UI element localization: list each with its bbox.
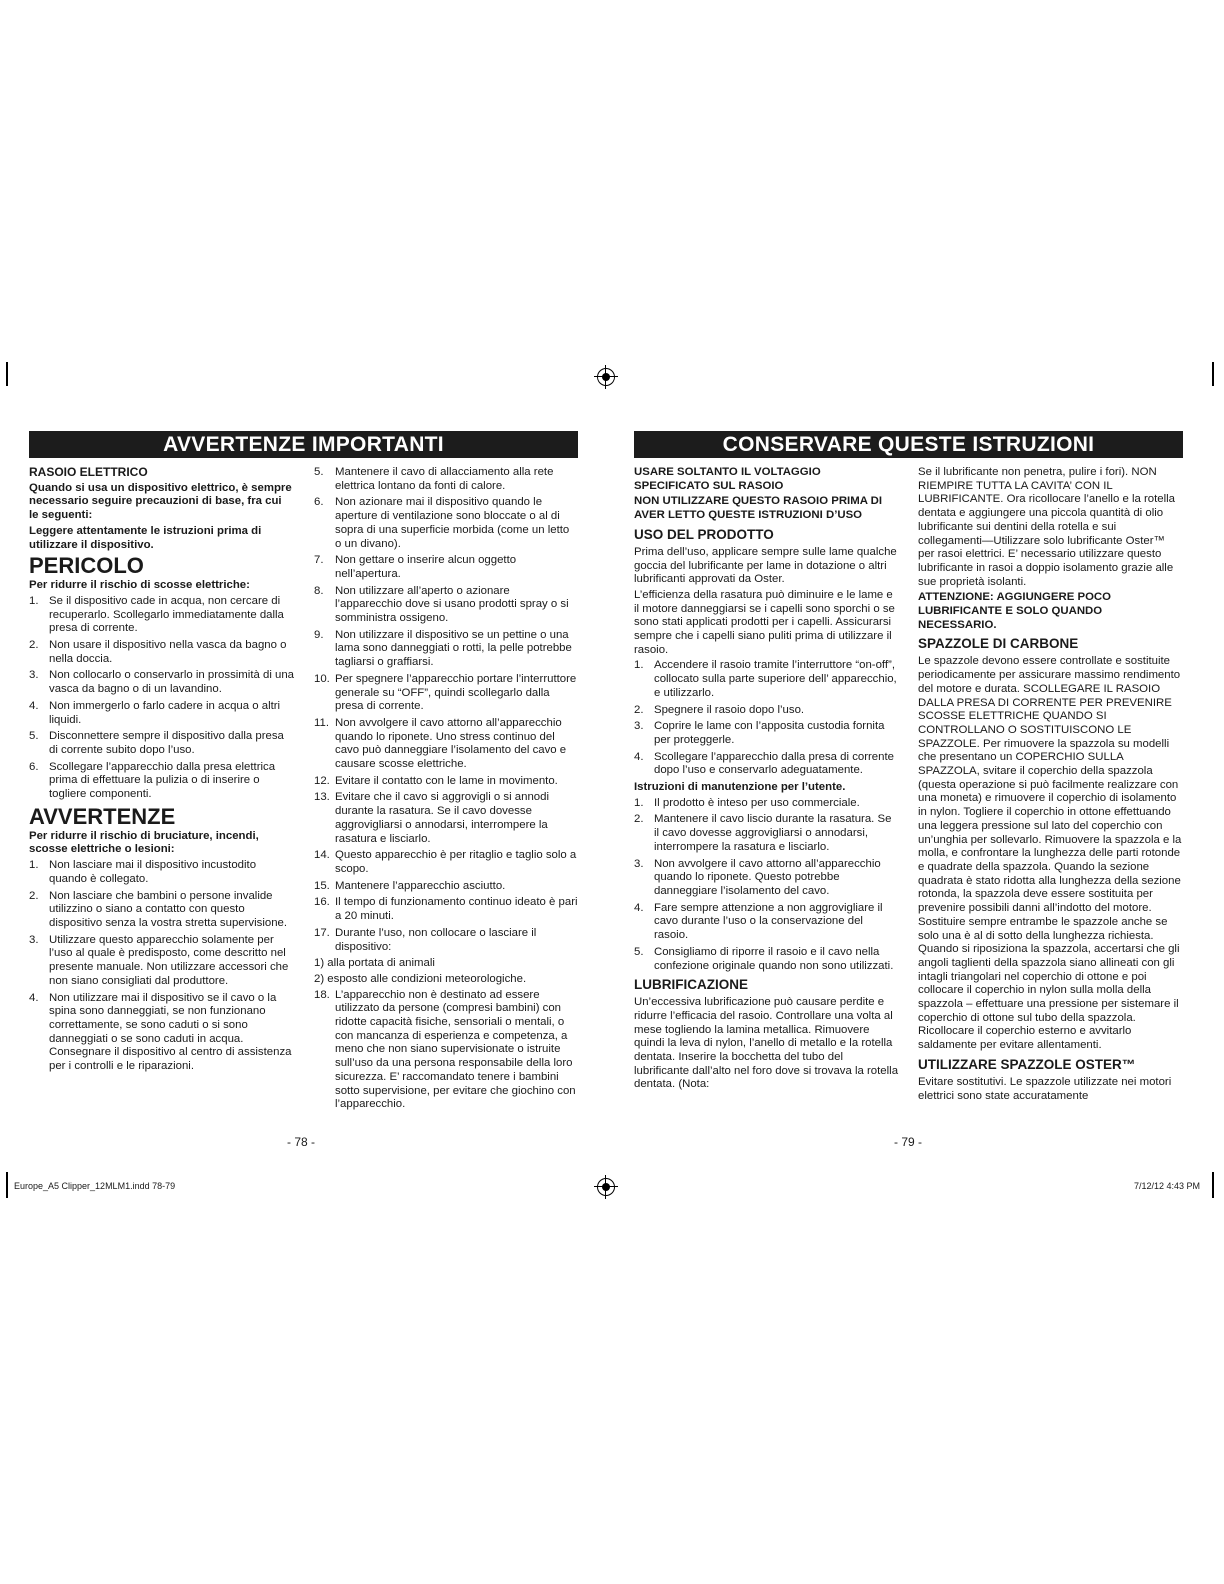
avvertenze-list (29, 859, 294, 1074)
list-item: 1. Se il dispositivo cade in acqua, non cercare di recuperarlo. Scollegarlo immediatamente dalla presa di corrente. (29, 594, 284, 635)
list-item: 7. Non gettare o inserire alcun oggetto nell’apertura. (314, 554, 517, 580)
list-item: 16. Il tempo di funzionamento continuo ideato è pari a 20 minuti. (314, 896, 578, 923)
lubrificazione-heading: LUBRIFICAZIONE (634, 977, 748, 993)
crop-mark-left-bottom (6, 1172, 8, 1198)
list-item: 11. Non avvolgere il cavo attorno all’apparecchio quando lo riponete. Uno stress continuo del cavo può danneggiare l’isolamento del cavo e causare scosse elettriche. (314, 716, 567, 771)
list-item: 6. Scollegare l’apparecchio dalla presa elettrica prima di effettuare la pulizia o di inserire o togliere componenti. (29, 760, 276, 801)
read-first-note: NON UTILIZZARE QUESTO RASOIO PRIMA DI AVER LETTO QUESTE ISTRUZIONI D’USO (634, 495, 883, 522)
avvertenze-list-continued (314, 466, 578, 954)
manutenzione-list (634, 797, 899, 973)
crop-mark-right (1212, 362, 1214, 386)
list-item: 13. Evitare che il cavo si aggrovigli o si annodi durante la rasatura. Se il cavo dovesse aggrovigliarsi o annodarsi, interrompere la rasatura e lisciarlo. (314, 791, 550, 845)
oster-heading: UTILIZZARE SPAZZOLE OSTER™ (918, 1056, 1136, 1072)
avvertenze-subheading: Per ridurre il rischio di bruciature, incendi, scosse elettriche o lesioni: (29, 829, 259, 856)
list-item: 17. Durante l’uso, non collocare o lasciare il dispositivo: (314, 926, 537, 953)
list-item: 9. Non utilizzare il dispositivo se un pettine o una lama sono danneggiati o rotti, la pelle potrebbe tagliarsi o graffiarsi. (314, 628, 572, 669)
page-number-right: - 79 - (894, 1135, 923, 1149)
left-banner: AVVERTENZE IMPORTANTI (29, 431, 578, 458)
attenzione-note: ATTENZIONE: AGGIUNGERE POCO LUBRIFICANTE E SOLO QUANDO NECESSARIO. (918, 591, 1112, 631)
uso-paragraph-1: Prima dell’uso, applicare sempre sulle lame qualche goccia del lubrificante per lame in dotazione o altri lubrificanti approvati da Oster. (634, 545, 897, 586)
avvertenze-heading: AVVERTENZE (29, 803, 176, 829)
crop-mark-left (6, 362, 8, 386)
item17-sub-2: 2) esposto alle condizioni meteorologiche. (314, 972, 527, 985)
right-column-1 (634, 466, 899, 1094)
manutenzione-heading: Istruzioni di manutenzione per l’utente. (634, 781, 846, 794)
pericolo-heading: PERICOLO (29, 553, 144, 579)
uso-heading: USO DEL PRODOTTO (634, 526, 774, 542)
item-18 (314, 989, 578, 1112)
list-item: 3. Non avvolgere il cavo attorno all’apparecchio quando lo riponete. Questo potrebbe danneggiare l’isolamento del cavo. (634, 857, 881, 897)
list-item: 18. L’apparecchio non è destinato ad essere utilizzato da persone (compresi bambini) con ridotte capacità fisiche, sensoriali o mentali, o con mancanza di esperienza e competenza, a meno che non siano supervisionate o istruite sull’uso da una persona responsabile della loro sicurezza. E’ raccomandato tenere i bambini sotto supervisione, per evitare che giochino con l’apparecchio. (314, 988, 576, 1111)
uso-list (634, 659, 899, 778)
list-item: 4. Non utilizzare mai il dispositivo se il cavo o la spina sono danneggiati, se non funzionano correttamente, se sono caduti o si sono danneggiati o se sono caduti in acqua. Consegnare il dispositivo al centro di assistenza per i controlli e le riparazioni. (29, 991, 292, 1073)
list-item: 12. Evitare il contatto con le lame in movimento. (314, 774, 558, 787)
oster-paragraph: Evitare sostitutivi. Le spazzole utilizzate nei motori elettrici sono state accuratamente (918, 1075, 1172, 1102)
list-item: 4. Scollegare l’apparecchio dalla presa di corrente dopo l’uso e conservarlo adeguatamente. (634, 750, 894, 777)
spazzole-heading: SPAZZOLE DI CARBONE (918, 636, 1079, 652)
footer-filename: Europe_A5 Clipper_12MLM1.indd 78-79 (14, 1181, 176, 1191)
list-item: 3. Non collocarlo o conservarlo in prossimità di una vasca da bagno o di un lavandino. (29, 669, 295, 696)
list-item: 2. Non usare il dispositivo nella vasca da bagno o nella doccia. (29, 639, 287, 665)
uso-paragraph-2: L’efficienza della rasatura può diminuire e le lame e il motore danneggiarsi se i capelli sono sporchi o se sono stati applicati prodotti per i capelli. Assicurarsi sempre che i capelli siano puliti prima di utilizzare il rasoio. (634, 588, 895, 656)
page-number-left: - 78 - (287, 1135, 316, 1149)
list-item: 6. Non azionare mai il dispositivo quando le aperture di ventilazione sono bloccate o al di sopra di una superficie morbida (come un letto o un divano). (314, 496, 570, 550)
list-item: 3. Coprire le lame con l’apposita custodia fornita per proteggerle. (634, 720, 885, 746)
list-item: 2. Spegnere il rasoio dopo l’uso. (634, 703, 805, 716)
pericolo-subheading: Per ridurre il rischio di scosse elettriche: (29, 579, 250, 592)
list-item: 10. Per spegnere l’apparecchio portare l’interruttore generale su “OFF”, quindi scollegarlo dalla presa di corrente. (314, 672, 577, 713)
list-item: 4. Non immergerlo o farlo cadere in acqua o altri liquidi. (29, 699, 281, 726)
list-item: 1. Il prodotto è inteso per uso commerciale. (634, 796, 860, 809)
intro-read: Leggere attentamente le istruzioni prima di utilizzare il dispositivo. (29, 524, 262, 551)
right-banner: CONSERVARE QUESTE ISTRUZIONI (634, 431, 1183, 458)
list-item: 5. Disconnettere sempre il dispositivo dalla presa di corrente subito dopo l’uso. (29, 730, 284, 756)
list-item: 14. Questo apparecchio è per ritaglio e taglio solo a scopo. (314, 849, 577, 875)
crop-mark-right-bottom (1212, 1172, 1214, 1198)
registration-mark-icon (597, 1178, 615, 1196)
list-item: 2. Non lasciare che bambini o persone invalide utilizzino o siano a contatto con questo dispositivo senza la vostra stretta supervisione. (29, 889, 288, 929)
spazzole-paragraph: Le spazzole devono essere controllate e sostituite periodicamente per assicurare massimo rendimento del motore e durata. SCOLLEGARE IL RASOIO DALLA PRESA DI CORRENTE PER PREVENIRE SCOSSE ELETTRICHE QUANDO SI CONTROLLANO O SOSTITUISCONO LE SPAZZOLE. Per rimuovere la spazzola su modelli che presentano un COPERCHIO SULLA SPAZZOLA, svitare il coperchio della spazzola (questa operazione si può facilmente realizzare con una moneta) e rimuovere il coperchio di isolamento in nylon. Togliere il coperchio in ottone effettuando una leggera pressione sul lato del coperchio con un’unghia per sollevarlo. Rimuovere la spazzola e la molla, e confrontare la lunghezza delle parti rotonde e quadrate della spazzola. Quando la sezione quadrata è stato ridotta alla lunghezza della sezione rotonda, la spazzola deve essere sostituita per prevenire possibili danni all’indotto del motore. Sostituire sempre entrambe le spazzole anche se solo una è al di sotto della lunghezza richiesta. Quando si riposiziona la spazzola, accertarsi che gli angoli taglienti della spazzola siano allineati con gli intagli triangolari nel coperchio di ottone e poi collocare il coperchio in nylon sulla molla della spazzola – effettuare una pressione per sistemare il coperchio di ottone sul tubo della spazzola. Ricollocare il coperchio esterno e avvitarlo saldamente per evitare allentamenti. (918, 655, 1182, 1052)
list-item: 15. Mantenere l’apparecchio asciutto. (314, 879, 506, 892)
list-item: 5. Mantenere il cavo di allacciamento alla rete elettrica lontano da fonti di calore. (314, 466, 554, 492)
list-item: 4. Fare sempre attenzione a non aggrovigliare il cavo durante l’uso o la conservazione del rasoio. (634, 901, 883, 942)
heading-rasoio: RASOIO ELETTRICO (29, 465, 148, 479)
footer-date: 7/12/12 4:43 PM (1134, 1181, 1201, 1191)
list-item: 1. Accendere il rasoio tramite l’interruttore “on-off”, collocato sulla parte superiore dell’ apparecchio, e utilizzarlo. (634, 659, 897, 699)
item17-sub-1: 1) alla portata di animali (314, 957, 435, 970)
right-column-2 (918, 466, 1183, 1105)
list-item: 5. Consigliamo di riporre il rasoio e il cavo nella confezione originale quando non sono utilizzati. (634, 945, 894, 972)
list-item: 8. Non utilizzare all’aperto o azionare l’apparecchio dove si usano prodotti spray o si somministra ossigeno. (314, 584, 569, 625)
left-column-2 (314, 466, 578, 1115)
lubrificazione-continued: Se il lubrificante non penetra, pulire i fori). NON RIEMPIRE TUTTA LA CAVITA’ CON IL LUBRIFICANTE. Ora ricollocare l’anello e la rotella dentata e aggiungere una piccola quantità di olio lubrificante sui dentini della rotella e sui collegamenti—Utilizzare solo lubrificante Oster™ per rasoi elettrici. E’ necessario utilizzare questo lubrificante in rasoi a doppio isolamento grazie alle sue proprietà isolanti. (918, 466, 1176, 588)
list-item: 2. Mantenere il cavo liscio durante la rasatura. Se il cavo dovesse aggrovigliarsi o annodarsi, interrompere la rasatura e lisciarlo. (634, 813, 892, 853)
left-column-1 (29, 466, 294, 1077)
voltage-note: USARE SOLTANTO IL VOLTAGGIO SPECIFICATO SUL RASOIO (634, 466, 821, 492)
pericolo-list (29, 595, 294, 802)
intro-text: Quando si usa un dispositivo elettrico, è sempre necessario seguire precauzioni di base, fra cui le seguenti: (29, 481, 292, 522)
lubrificazione-paragraph: Un’eccessiva lubrificazione può causare perdite e ridurre l’efficacia del rasoio. Controllare una volta al mese togliendo la lamina metallica. Rimuovere quindi la leva di nylon, l’anello di metallo e la rotella dentata. Inserire la bocchetta del tubo del lubrificante dall’alto nel foro dove si trovava la rotella dentata. (Nota: (634, 996, 899, 1091)
list-item: 1. Non lasciare mai il dispositivo incustodito quando è collegato. (29, 859, 257, 885)
list-item: 3. Utilizzare questo apparecchio solamente per l’uso al quale è predisposto, come descritto nel presente manuale. Non utilizzare accessori che non siano consigliati dal produttore. (29, 933, 289, 987)
registration-mark-icon (597, 368, 615, 386)
